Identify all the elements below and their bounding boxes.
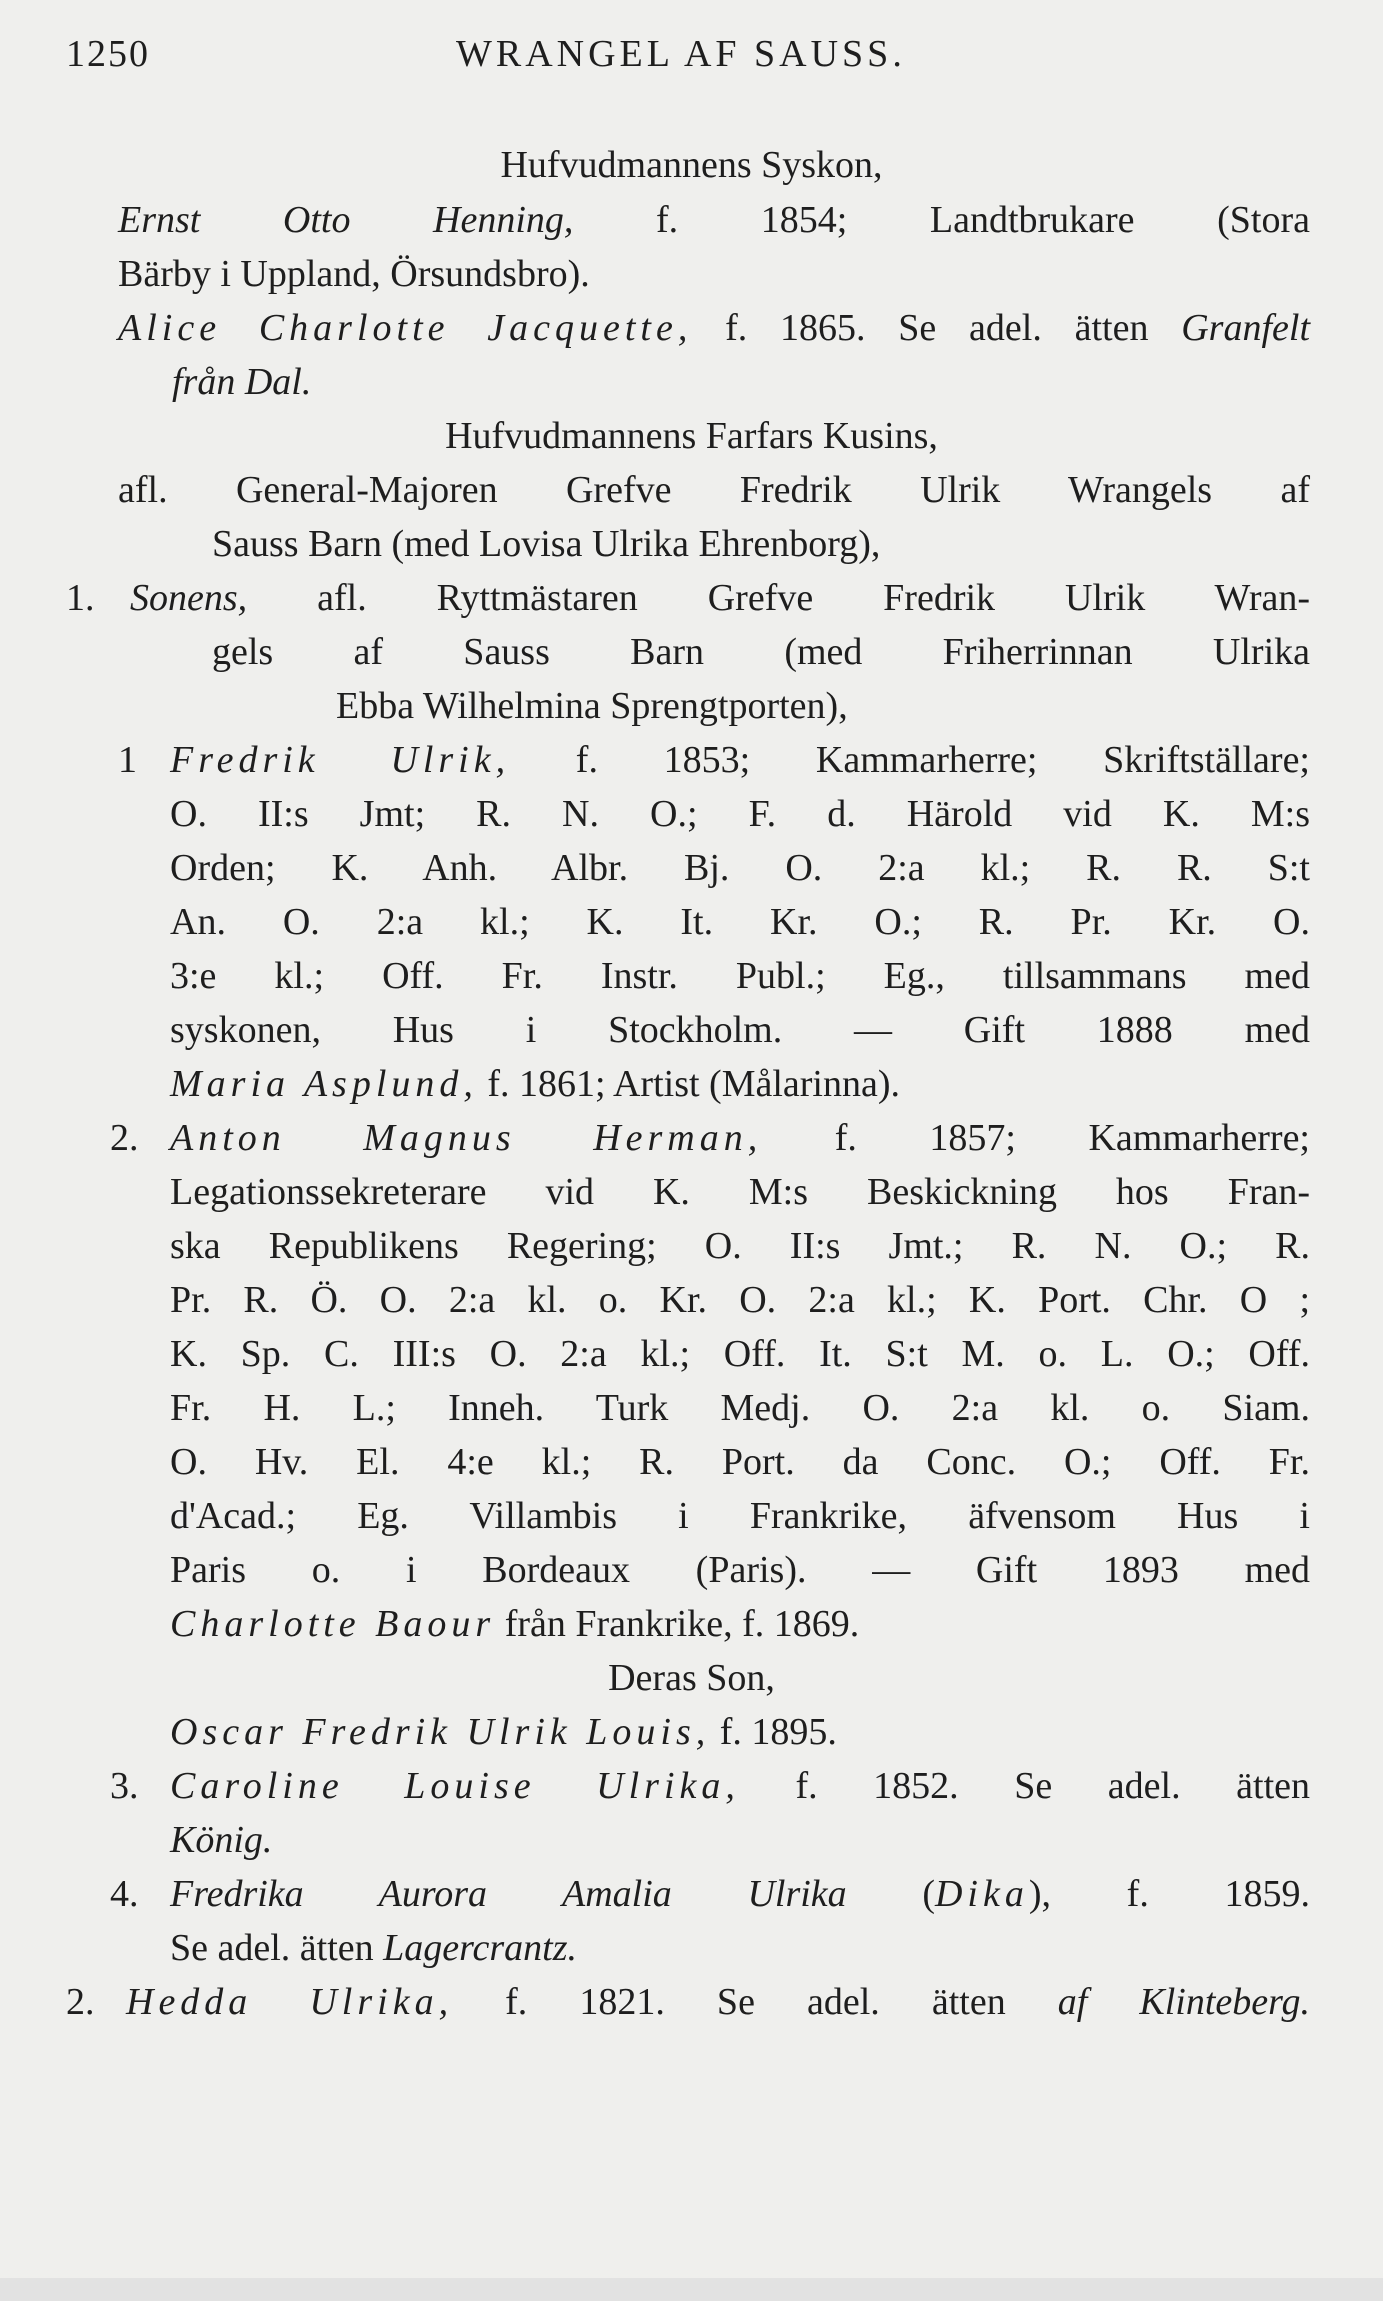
entry-fredrik-line-2: O. II:s Jmt; R. N. O.; F. d. Härold vid K. M:s <box>170 793 1310 835</box>
entry-anton-line-9: Paris o. i Bordeaux (Paris). — Gift 1893 med <box>170 1549 1310 1591</box>
entry-number-1-fredrik: 1 <box>118 739 137 781</box>
section-heading-son: Deras Son, <box>608 1657 775 1699</box>
entry-alice-line-2: från Dal. <box>172 361 312 403</box>
entry-anton-line-1: Anton Magnus Herman, f. 1857; Kammarherre; <box>170 1117 1310 1159</box>
page-number: 1250 <box>66 33 150 75</box>
entry-fredrik-line-6: syskonen, Hus i Stockholm. — Gift 1888 med <box>170 1009 1310 1051</box>
entry-anton-line-5: K. Sp. C. III:s O. 2:a kl.; Off. It. S:t M. o. L. O.; Off. <box>170 1333 1310 1375</box>
sonens-line-3: Ebba Wilhelmina Sprengtporten), <box>336 685 848 727</box>
entry-caroline-line-1: Caroline Louise Ulrika, f. 1852. Se adel. ätten <box>170 1765 1310 1807</box>
entry-anton-line-3: ska Republikens Regering; O. II:s Jmt.; R. N. O.; R. <box>170 1225 1310 1267</box>
entry-ernst-line-1: Ernst Otto Henning, f. 1854; Landtbrukare (Stora <box>118 199 1310 241</box>
entry-fredrik-line-1: Fredrik Ulrik, f. 1853; Kammarherre; Skriftställare; <box>170 739 1310 781</box>
running-head: WRANGEL AF SAUSS. <box>456 33 906 75</box>
cousins-line-2: Sauss Barn (med Lovisa Ulrika Ehrenborg), <box>212 523 881 565</box>
page-header <box>66 32 1316 80</box>
entry-alice-line-1: Alice Charlotte Jacquette, f. 1865. Se adel. ätten Granfelt <box>118 307 1311 349</box>
entry-anton-line-10: Charlotte Baour från Frankrike, f. 1869. <box>170 1603 860 1645</box>
section-heading-siblings: Hufvudmannens Syskon, <box>500 144 883 186</box>
entry-fredrik-line-7: Maria Asplund, f. 1861; Artist (Målarinna). <box>170 1063 901 1105</box>
bottom-strip <box>0 2278 1383 2301</box>
entry-oscar: Oscar Fredrik Ulrik Louis, f. 1895. <box>170 1711 837 1753</box>
entry-fredrik-line-4: An. O. 2:a kl.; K. It. Kr. O.; R. Pr. Kr. O. <box>170 901 1310 943</box>
entry-anton-line-6: Fr. H. L.; Inneh. Turk Medj. O. 2:a kl. o. Siam. <box>170 1387 1310 1429</box>
entry-anton-line-8: d'Acad.; Eg. Villambis i Frankrike, äfvensom Hus i <box>170 1495 1310 1537</box>
entry-number-2-hedda: 2. <box>66 1981 95 2023</box>
entry-number-4: 4. <box>110 1873 139 1915</box>
entry-number-1: 1. <box>66 577 95 619</box>
entry-fredrik-line-3: Orden; K. Anh. Albr. Bj. O. 2:a kl.; R. R. S:t <box>170 847 1310 889</box>
entry-anton-line-4: Pr. R. Ö. O. 2:a kl. o. Kr. O. 2:a kl.; K. Port. Chr. O ; <box>170 1279 1310 1321</box>
entry-anton-line-7: O. Hv. El. 4:e kl.; R. Port. da Conc. O.; Off. Fr. <box>170 1441 1310 1483</box>
entry-hedda: Hedda Ulrika, f. 1821. Se adel. ätten af Klinteberg. <box>126 1981 1311 2023</box>
cousins-line-1: afl. General-Majoren Grefve Fredrik Ulrik Wrangels af <box>118 469 1310 511</box>
entry-fredrika-line-1: Fredrika Aurora Amalia Ulrika (Dika), f. 1859. <box>170 1873 1311 1915</box>
entry-caroline-line-2: König. <box>170 1819 273 1861</box>
sonens-line-1: Sonens, afl. Ryttmästaren Grefve Fredrik Ulrik Wran- <box>130 577 1310 619</box>
entry-anton-line-2: Legationssekreterare vid K. M:s Beskickning hos Fran- <box>170 1171 1310 1213</box>
entry-fredrika-line-2: Se adel. ätten Lagercrantz. <box>170 1927 578 1969</box>
sonens-line-2: gels af Sauss Barn (med Friherrinnan Ulrika <box>212 631 1310 673</box>
entry-fredrik-line-5: 3:e kl.; Off. Fr. Instr. Publ.; Eg., tillsammans med <box>170 955 1310 997</box>
section-heading-cousins: Hufvudmannens Farfars Kusins, <box>445 415 938 457</box>
entry-number-2-anton: 2. <box>110 1117 139 1159</box>
entry-ernst-line-2: Bärby i Uppland, Örsundsbro). <box>118 253 590 295</box>
entry-number-3: 3. <box>110 1765 139 1807</box>
